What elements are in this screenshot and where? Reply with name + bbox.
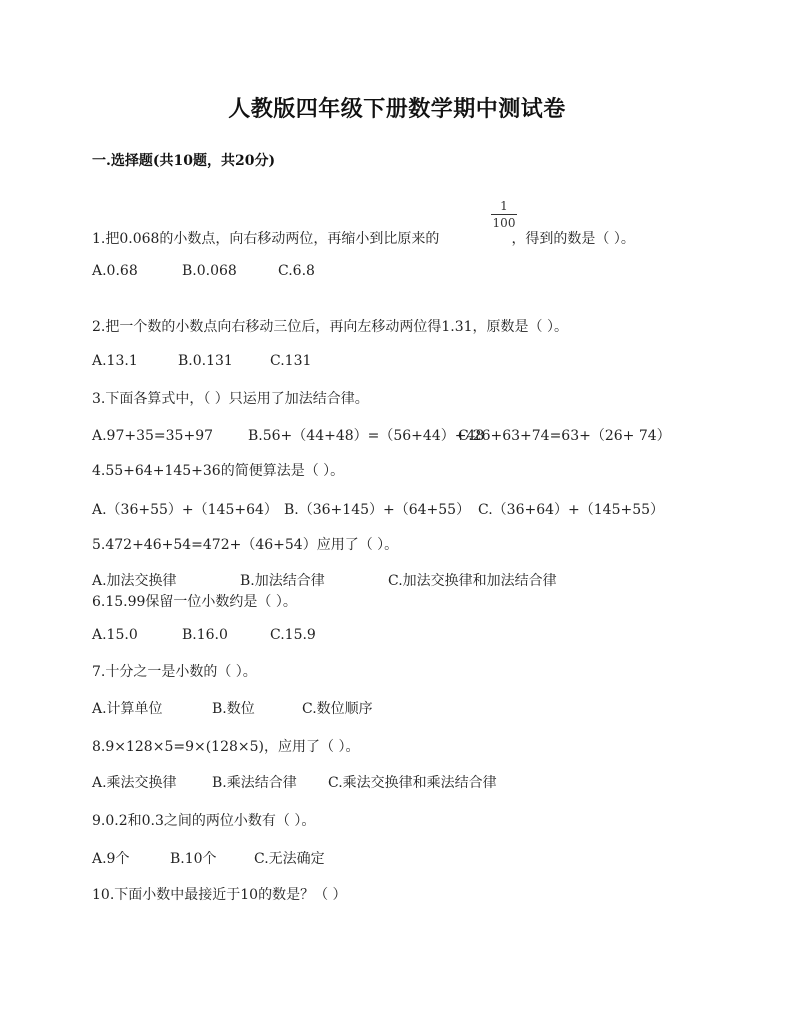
question-5-option-c[interactable]: C.加法交换律和加法结合律 [388,573,557,589]
question-9-stem: 9.0.2和0.3之间的两位小数有（ ）。 [92,813,316,829]
question-1-option-a[interactable]: A.0.68 [92,263,138,279]
question-2-option-c[interactable]: C.131 [270,353,312,369]
question-7-option-c[interactable]: C.数位顺序 [302,701,373,717]
question-5-options [92,570,557,590]
question-3-options [92,425,671,445]
question-6-option-b[interactable]: B.16.0 [182,627,228,643]
question-3-option-c[interactable]: C.26+63+74=63+（26+ 74） [458,428,671,444]
question-3-stem: 3.下面各算式中，（ ）只运用了加法结合律。 [92,391,369,407]
question-2-options [92,353,311,369]
question-4-options [92,499,664,519]
question-1-option-c[interactable]: C.6.8 [278,263,315,279]
question-1-option-b[interactable]: B.0.068 [182,263,237,279]
question-3-option-b[interactable]: B.56+（44+48）=（56+44）+48 [248,428,485,444]
question-4-option-a[interactable]: A.（36+55）+（145+64） [92,502,278,518]
fraction-bar [491,214,517,215]
fraction-one-hundredth [489,199,519,230]
question-8-option-a[interactable]: A.乘法交换律 [92,775,177,791]
question-7-options [92,698,373,718]
question-8-option-c[interactable]: C.乘法交换律和乘法结合律 [328,775,497,791]
question-7-option-a[interactable]: A.计算单位 [92,701,163,717]
page-title: 人教版四年级下册数学期中测试卷 [228,96,566,122]
question-1-options [92,263,315,279]
question-1-stem-part-b: ，得到的数是（ ）。 [511,231,635,247]
question-5-stem: 5.472+46+54=472+（46+54）应用了（ ）。 [92,537,399,553]
question-4-option-c[interactable]: C.（36+64）+（145+55） [478,502,665,518]
question-10-stem: 10.下面小数中最接近于10的数是？（ ） [92,887,347,903]
question-9-options [92,848,325,868]
question-4-option-b[interactable]: B.（36+145）+（64+55） [284,502,471,518]
fraction-denominator: 100 [492,216,516,230]
question-8-option-b[interactable]: B.乘法结合律 [212,775,297,791]
question-9-option-b[interactable]: B.10个 [170,851,217,867]
question-5-option-b[interactable]: B.加法结合律 [240,573,325,589]
question-3-option-a[interactable]: A.97+35=35+97 [92,428,214,444]
section-heading: 一.选择题(共10题，共20分) [92,153,276,169]
question-6-option-a[interactable]: A.15.0 [92,627,138,643]
question-2-option-b[interactable]: B.0.131 [178,353,233,369]
fraction-numerator: 1 [500,199,508,213]
question-6-option-c[interactable]: C.15.9 [270,627,316,643]
question-2-stem: 2.把一个数的小数点向右移动三位后，再向左移动两位得1.31，原数是（ ）。 [92,319,568,335]
question-6-stem: 6.15.99保留一位小数约是（ ）。 [92,594,297,610]
question-8-stem: 8.9×128×5=9×(128×5)，应用了（ ）。 [92,739,360,755]
question-7-option-b[interactable]: B.数位 [212,701,255,717]
question-9-option-a[interactable]: A.9个 [92,851,130,867]
question-2-option-a[interactable]: A.13.1 [92,353,138,369]
question-5-option-a[interactable]: A.加法交换律 [92,573,177,589]
question-1-stem-part-a: 1.把0.068的小数点，向右移动两位，再缩小到比原来的 [92,231,440,247]
question-6-options [92,627,316,643]
question-8-options [92,772,497,792]
question-7-stem: 7.十分之一是小数的（ ）。 [92,664,257,680]
question-9-option-c[interactable]: C.无法确定 [254,851,325,867]
question-1-stem [92,228,635,248]
question-4-stem: 4.55+64+145+36的简便算法是（ ）。 [92,463,345,479]
